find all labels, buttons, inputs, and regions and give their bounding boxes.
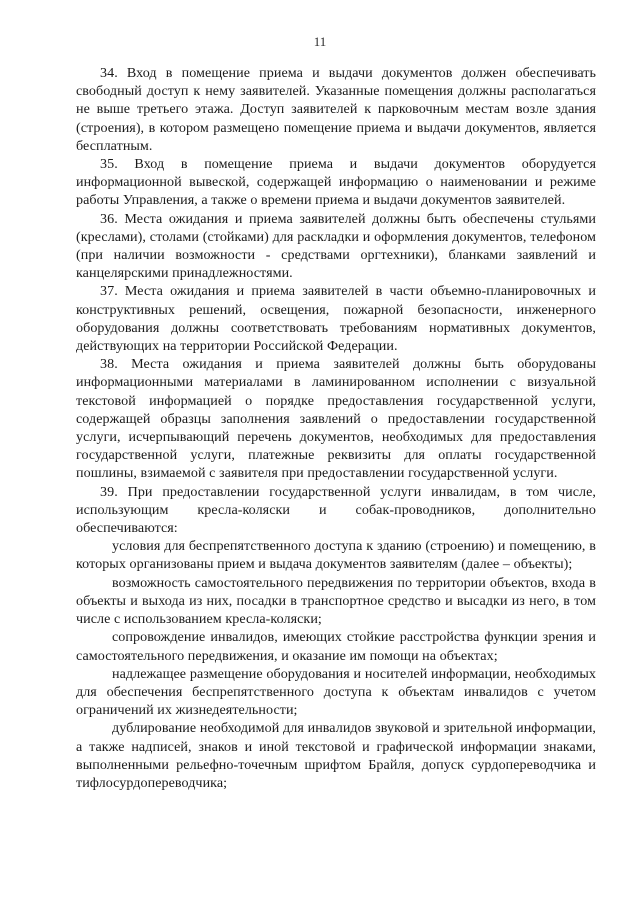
list-item: условия для беспрепятственного доступа к зданию (строению) и помещению, в которых организованы прием и выдача документов заявителям (далее – объекты);	[76, 538, 596, 573]
paragraph-34: 34. Вход в помещение приема и выдачи документов должен обеспечивать свободный доступ к нему заявителей. Указанные помещения должны располагаться не выше третьего этажа. Доступ заявителей к парковочным местам возле здания (строения), в котором размещено помещение приема и выдачи документов, является бесплатным.	[76, 65, 596, 154]
list-item: возможность самостоятельного передвижения по территории объектов, входа в объекты и выхода из них, посадки в транспортное средство и высадки из него, в том числе с использованием кресла-коляски;	[76, 574, 596, 628]
paragraph-39: 39. При предоставлении государственной услуги инвалидам, в том числе, использующим кресла-коляски и собак-проводников, дополнительно обеспечиваются:	[76, 483, 596, 537]
document-body	[76, 64, 596, 792]
paragraph-38: 38. Места ожидания и приема заявителей должны быть оборудованы информационными материалами в ламинированном исполнении с визуальной текстовой информацией о порядке предоставления государственной услуги, содержащей образцы заполнения заявлений о предоставлении государственной услуги, исчерпывающий перечень документов, необходимых для предоставления государственной услуги, платежные реквизиты для оплаты государственной пошлины, взимаемой с заявителя при предоставлении государственной услуги.	[76, 356, 596, 482]
paragraph-37: 37. Места ожидания и приема заявителей в части объемно-планировочных и конструктивных решений, освещения, пожарной безопасности, инженерного оборудования должны соответствовать требованиям нормативных документов, действующих на территории Российской Федерации.	[76, 283, 596, 355]
list-item: сопровождение инвалидов, имеющих стойкие расстройства функции зрения и самостоятельного передвижения, и оказание им помощи на объектах;	[76, 629, 596, 664]
list-item: надлежащее размещение оборудования и носителей информации, необходимых для обеспечения беспрепятственного доступа к объектам инвалидов с учетом ограничений их жизнедеятельности;	[76, 665, 596, 719]
paragraph-35: 35. Вход в помещение приема и выдачи документов оборудуется информационной вывеской, содержащей информацию о наименовании и режиме работы Управления, а также о времени приема и выдачи документов заявителей.	[76, 156, 596, 209]
list-item: дублирование необходимой для инвалидов звуковой и зрительной информации, а также надписей, знаков и иной текстовой и графической информации знаками, выполненными рельефно-точечным шрифтом Брайля, допуск сурдопереводчика и тифлосурдопереводчика;	[76, 720, 596, 791]
page-number: 11	[313, 34, 327, 49]
paragraph-36: 36. Места ожидания и приема заявителей должны быть обеспечены стульями (креслами), столами (стойками) для раскладки и оформления документов, телефоном (при наличии возможности - средствами оргтехники), бланками заявлений и канцелярскими принадлежностями.	[76, 210, 596, 282]
